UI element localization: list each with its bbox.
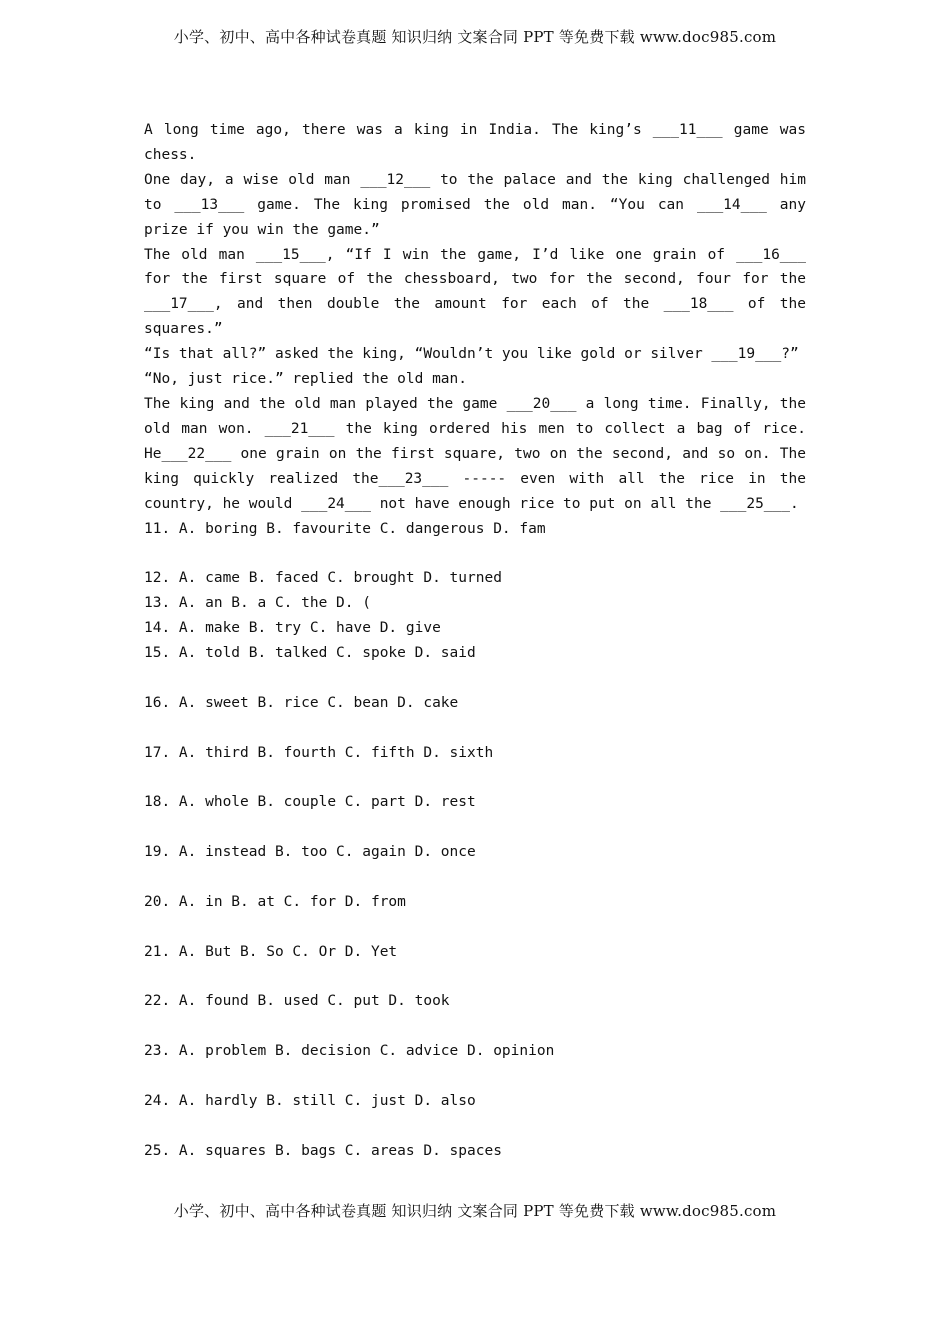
page-footer: 小学、初中、高中各种试卷真题 知识归纳 文案合同 PPT 等免费下载 www.doc985.com	[173, 1202, 777, 1220]
question-item: 20. A. in B. at C. for D. from	[144, 893, 406, 910]
question-item: 18. A. whole B. couple C. part D. rest	[144, 794, 476, 811]
question-item: 25. A. squares B. bags C. areas D. spaces	[144, 1142, 502, 1159]
passage-paragraph: “Is that all?” asked the king, “Wouldn’t you like gold or silver ___19___?”	[144, 346, 799, 363]
question-item: 15. A. told B. talked C. spoke D. said	[144, 644, 476, 661]
question-item: 23. A. problem B. decision C. advice D. opinion	[144, 1043, 555, 1060]
question-item: 19. A. instead B. too C. again D. once	[144, 844, 476, 861]
passage-paragraph: One day, a wise old man ___12___ to the palace and the king challenged him to ___13___ game. The king promised the old man. “You can ___14___ any prize if you win the game.”	[144, 171, 806, 238]
question-item: 22. A. found B. used C. put D. took	[144, 993, 450, 1010]
question-item: 16. A. sweet B. rice C. bean D. cake	[144, 694, 459, 711]
passage-paragraph: “No, just rice.” replied the old man.	[144, 371, 468, 388]
question-item: 21. A. But B. So C. Or D. Yet	[144, 943, 398, 960]
question-item: 14. A. make B. try C. have D. give	[144, 620, 441, 637]
page-header: 小学、初中、高中各种试卷真题 知识归纳 文案合同 PPT 等免费下载 www.doc985.com	[173, 28, 777, 46]
question-item: 17. A. third B. fourth C. fifth D. sixth	[144, 744, 494, 761]
passage-paragraph: The king and the old man played the game ___20___ a long time. Finally, the old man won. ___21___ the king ordered his men to collect a bag of rice. He___22___ one grain on the first square, two on the second, and so on. The king quickly realized the___23___ ----- even with all the rice in the country, he would ___24___ not have enough rice to put on all the ___25___.	[144, 395, 806, 512]
question-item: 24. A. hardly B. still C. just D. also	[144, 1092, 476, 1109]
question-list	[144, 517, 806, 1164]
document-body	[144, 118, 806, 1164]
question-item: 13. A. an B. a C. the D. (	[144, 595, 371, 612]
question-item: 12. A. came B. faced C. brought D. turned	[144, 570, 502, 587]
passage-paragraph: The old man ___15___, “If I win the game, I’d like one grain of ___16___ for the first square of the chessboard, two for the second, four for the ___17___, and then double the amount for each of the ___18___ of the squares.”	[144, 246, 806, 338]
reading-passage	[144, 118, 806, 517]
question-item: 11. A. boring B. favourite C. dangerous D. fam	[144, 520, 546, 537]
passage-paragraph: A long time ago, there was a king in India. The king’s ___11___ game was chess.	[144, 122, 806, 163]
